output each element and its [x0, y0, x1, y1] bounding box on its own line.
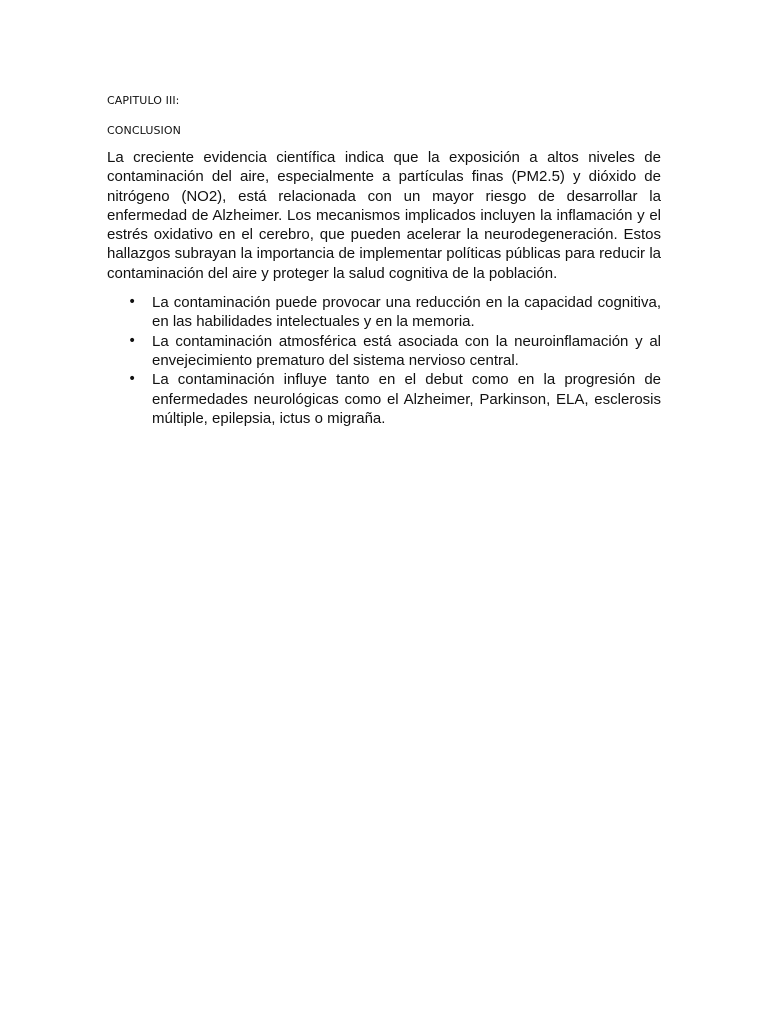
bullet-icon: •: [128, 294, 137, 311]
bullet-icon: •: [128, 332, 137, 349]
conclusion-paragraph: La creciente evidencia científica indica que la exposición a altos niveles de contaminación del aire, especialmente a partículas finas (PM2.5) y dióxido de nitrógeno (NO2), está relacionada con un mayor riesgo de desarrollar la enfermedad de Alzheimer. Los mecanismos implicados incluyen la inflamación y el estrés oxidativo en el cerebro, que pueden acelerar la neurodegeneración. Estos hallazgos subrayan la importancia de implementar políticas públicas para reducir la contaminación del aire y proteger la salud cognitiva de la población.: [107, 149, 661, 282]
bullet-icon: •: [128, 371, 137, 388]
bullet-text: La contaminación atmosférica está asociada con la neuroinflamación y al envejecimiento prematuro del sistema nervioso central.: [152, 332, 661, 369]
chapter-heading: CAPITULO III:: [107, 94, 180, 107]
bullet-text: La contaminación influye tanto en el debut como en la progresión de enfermedades neurológicas como el Alzheimer, Parkinson, ELA, esclerosis múltiple, epilepsia, ictus o migraña.: [152, 371, 661, 427]
list-item: [107, 332, 661, 371]
list-item: [107, 293, 661, 332]
list-item: [107, 370, 661, 428]
section-heading: CONCLUSION: [107, 124, 181, 137]
bullet-text: La contaminación puede provocar una reducción en la capacidad cognitiva, en las habilidades intelectuales y en la memoria.: [152, 294, 661, 331]
conclusion-bullet-list: [107, 293, 661, 428]
document-content: [107, 93, 661, 428]
